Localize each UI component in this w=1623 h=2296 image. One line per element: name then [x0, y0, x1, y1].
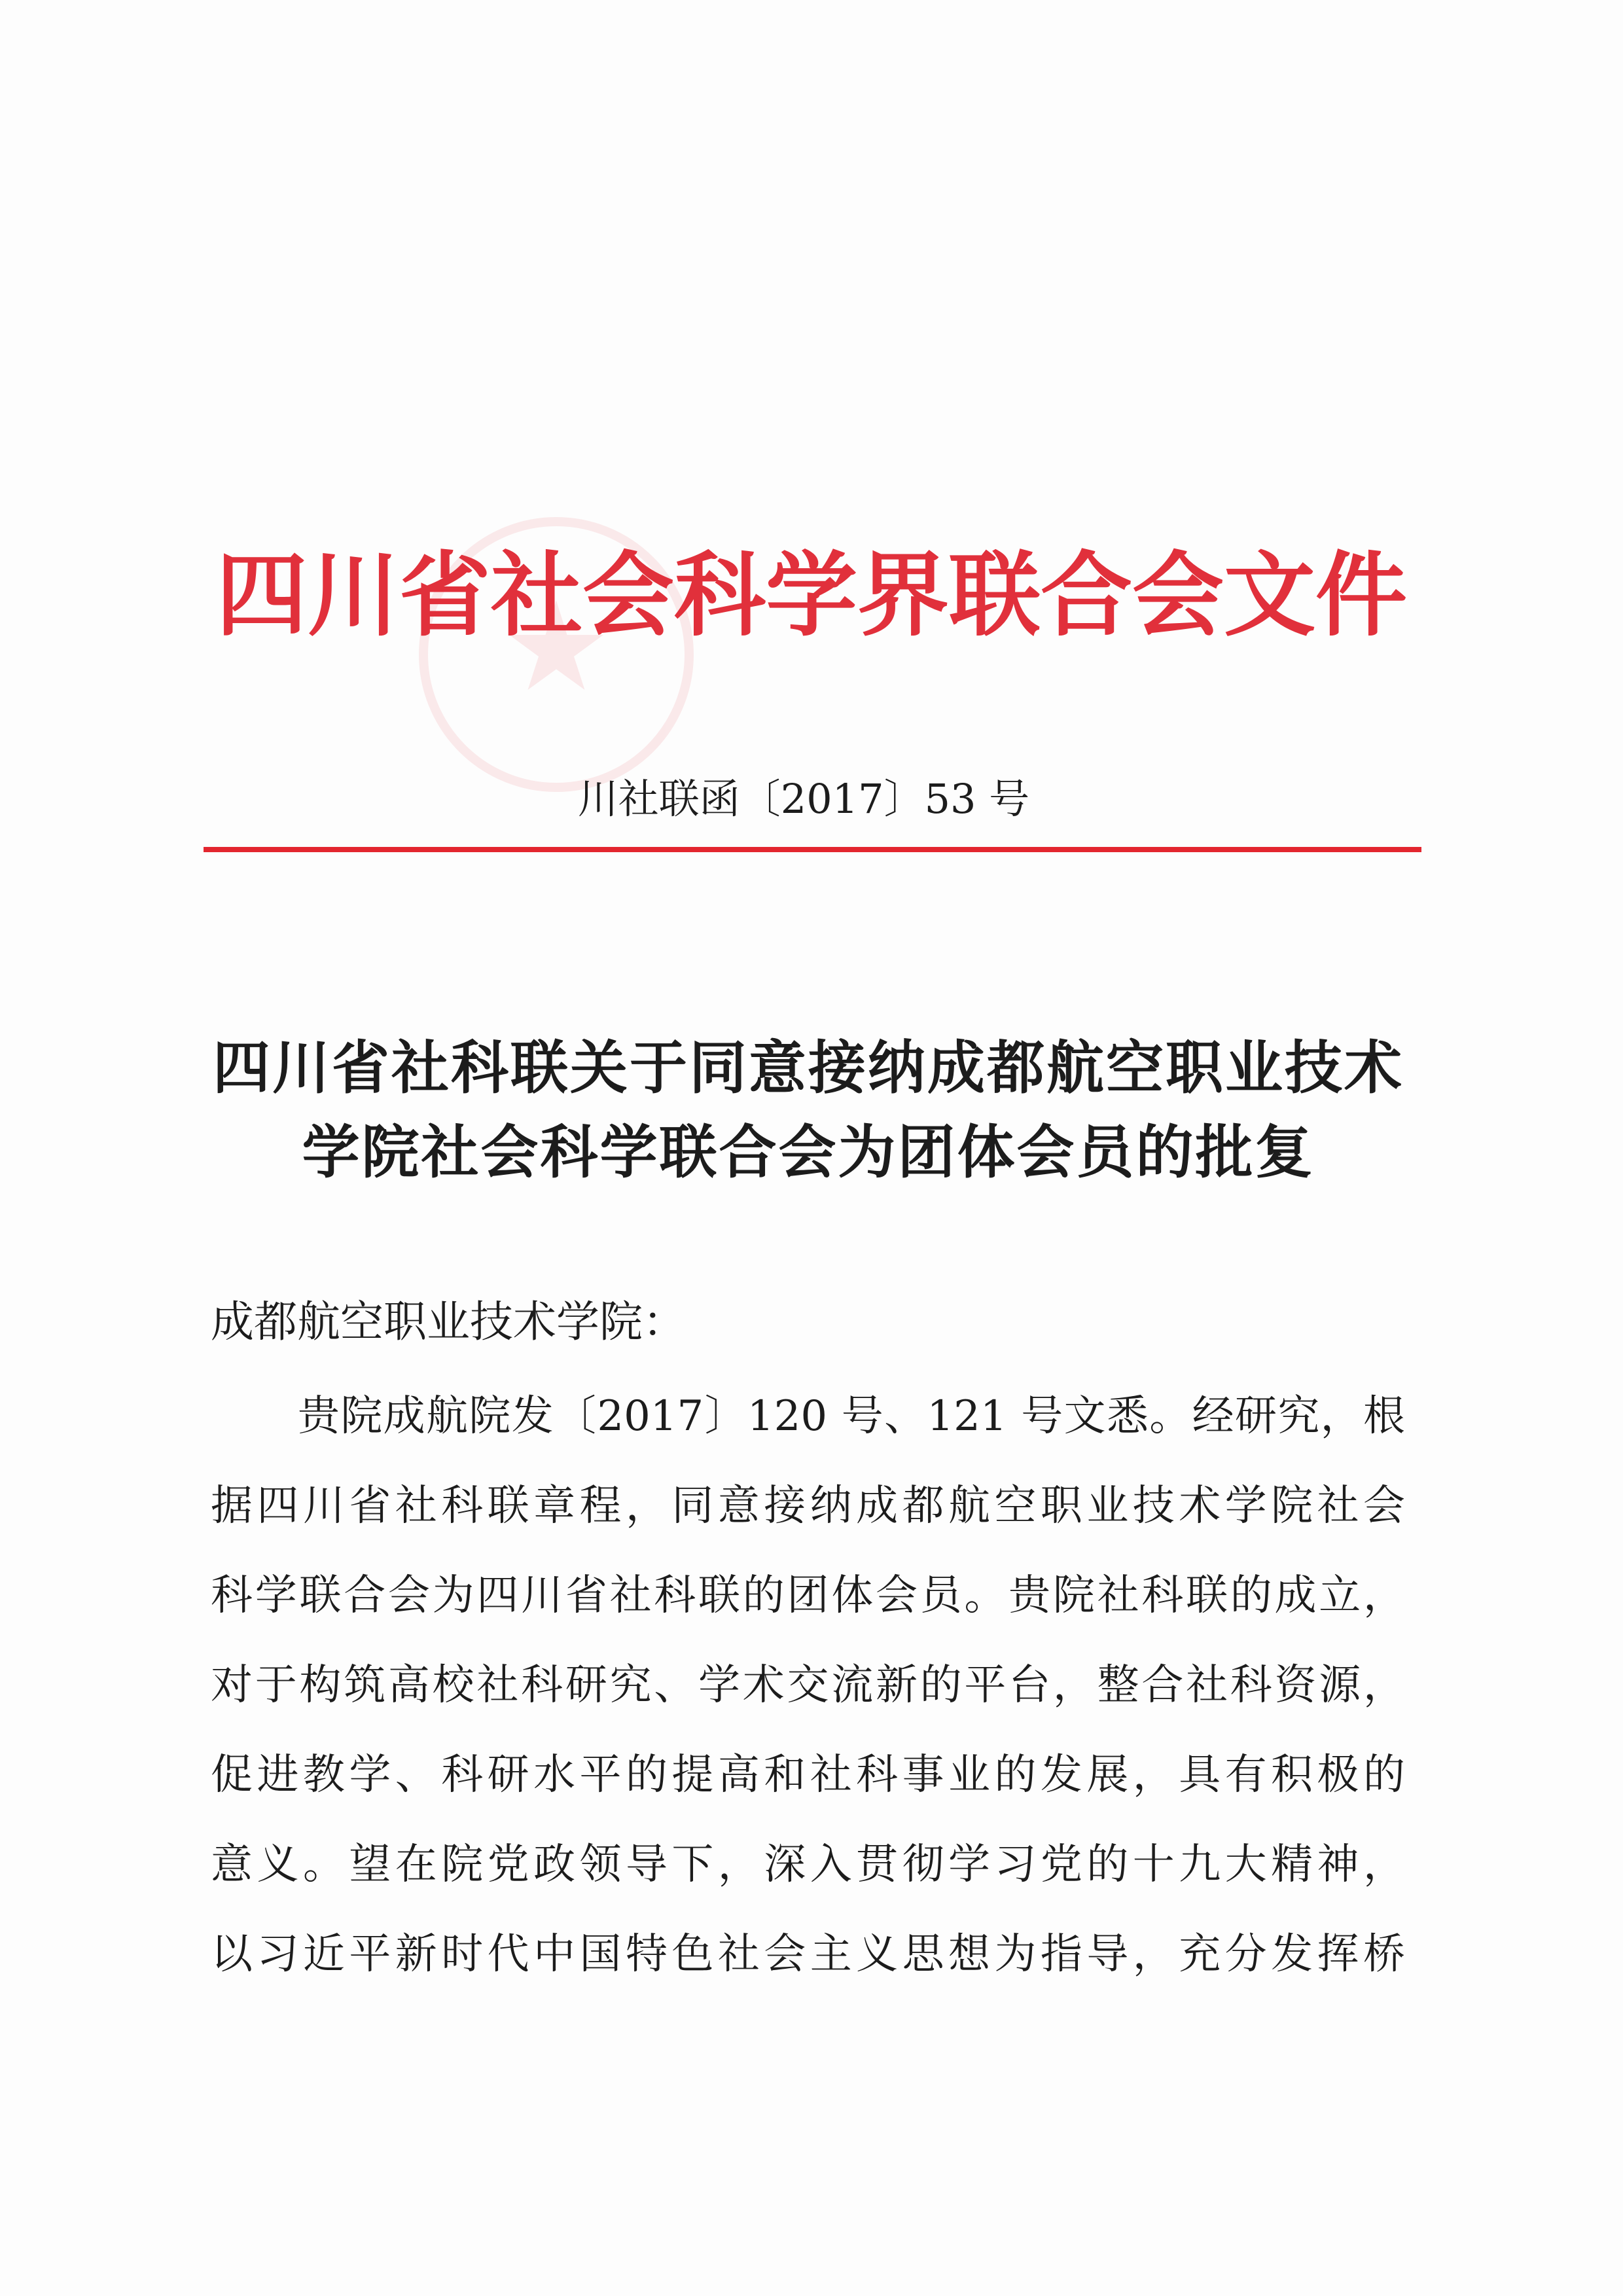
red-separator-rule	[204, 847, 1421, 852]
letter-title-line: 四川省社科联关于同意接纳成都航空职业技术	[212, 1033, 1404, 1102]
body-line: 科学联合会为四川省社科联的团体会员。贵院社科联的成立，	[211, 1571, 1405, 1620]
body-line: 据四川省社科联章程，同意接纳成都航空职业技术学院社会	[211, 1482, 1405, 1530]
body-line: 以习近平新时代中国特色社会主义思想为指导，充分发挥桥	[211, 1930, 1405, 1979]
letterhead-title: 四川省社会科学界联合会文件	[215, 542, 1407, 649]
body-line: 贵院成航院发〔2017〕120 号、121 号文悉。经研究，根	[298, 1392, 1405, 1441]
body-line: 促进教学、科研水平的提高和社科事业的发展，具有积极的	[211, 1751, 1405, 1799]
body-line: 意义。望在院党政领导下，深入贯彻学习党的十九大精神，	[211, 1840, 1405, 1889]
body-line: 对于构筑高校社科研究、学术交流新的平台，整合社科资源，	[211, 1661, 1405, 1710]
letter-title-line: 学院社会科学联合会为团体会员的批复	[302, 1118, 1315, 1186]
document-number: 川社联函〔2017〕53 号	[577, 775, 1030, 823]
letter-title	[196, 1026, 1420, 1194]
salutation: 成都航空职业技术学院：	[211, 1297, 686, 1347]
letter-body	[211, 1372, 1405, 2000]
